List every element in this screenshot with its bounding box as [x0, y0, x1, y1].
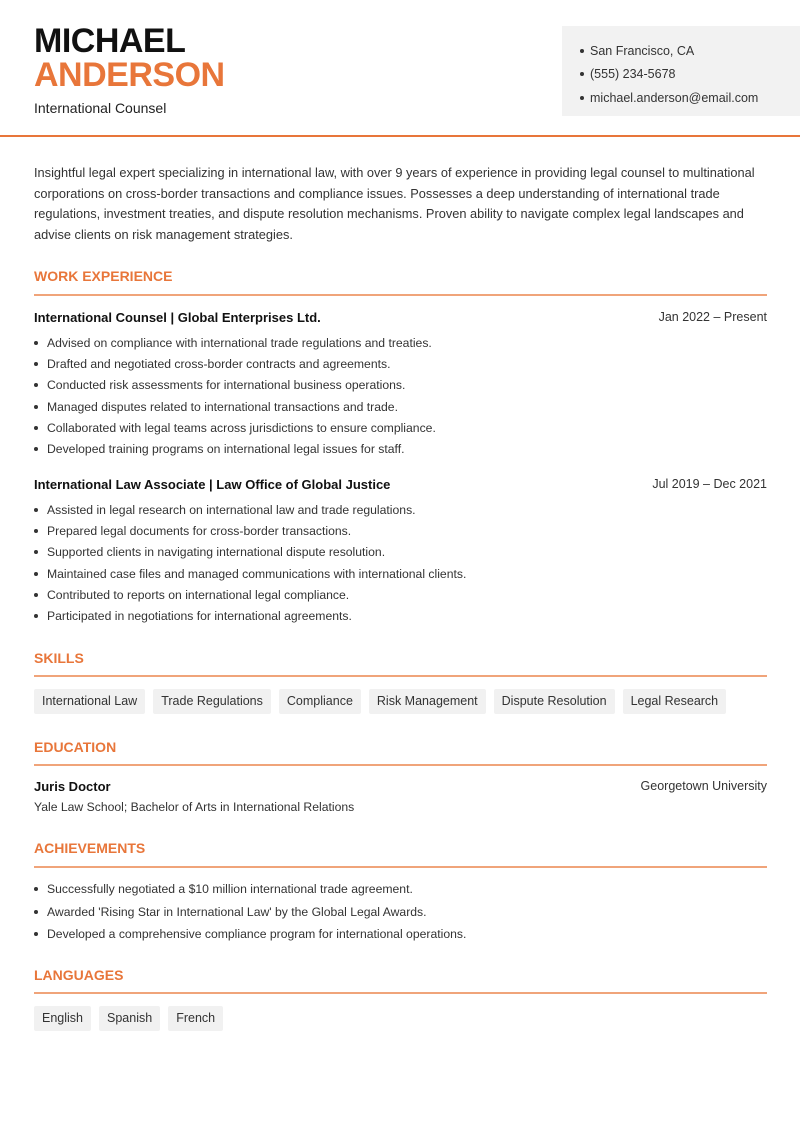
bullet-icon	[34, 593, 38, 597]
skill-chip: Risk Management	[369, 689, 486, 714]
bullet-icon	[34, 529, 38, 533]
skill-chip: International Law	[34, 689, 145, 714]
bullet-icon	[34, 447, 38, 451]
education-heading: EDUCATION	[34, 739, 117, 755]
list-item: Supported clients in navigating international dispute resolution.	[34, 542, 466, 563]
bullet-icon	[580, 72, 584, 76]
list-item: Awarded 'Rising Star in International Law' by the Global Legal Awards.	[34, 901, 466, 924]
work-experience-heading: WORK EXPERIENCE	[34, 268, 173, 284]
languages-heading: LANGUAGES	[34, 967, 124, 983]
first-name: MICHAEL	[34, 22, 186, 60]
bullet-icon	[34, 572, 38, 576]
bullet-icon	[34, 887, 38, 891]
candidate-name	[34, 24, 225, 92]
contact-email[interactable]	[580, 86, 800, 110]
list-item: Drafted and negotiated cross-border contracts and agreements.	[34, 353, 436, 374]
bullet-icon	[34, 614, 38, 618]
bullet-icon	[34, 508, 38, 512]
job-dates-2: Jul 2019 – Dec 2021	[652, 477, 767, 491]
list-item: Conducted risk assessments for international business operations.	[34, 375, 436, 396]
bullet-icon	[34, 383, 38, 387]
list-item: Participated in negotiations for international agreements.	[34, 605, 466, 626]
list-item: Collaborated with legal teams across jurisdictions to ensure compliance.	[34, 417, 436, 438]
list-item: Prepared legal documents for cross-border transactions.	[34, 520, 466, 541]
bullet-icon	[34, 550, 38, 554]
skill-chip: Legal Research	[623, 689, 727, 714]
list-item: Maintained case files and managed communications with international clients.	[34, 563, 466, 584]
education-detail: Yale Law School; Bachelor of Arts in International Relations	[34, 800, 355, 814]
contact-box	[562, 26, 800, 116]
bullet-icon	[580, 96, 584, 100]
language-chip: English	[34, 1006, 91, 1031]
contact-phone-text[interactable]: (555) 234-5678	[590, 67, 676, 82]
language-chip: Spanish	[99, 1006, 160, 1031]
bullet-icon	[34, 341, 38, 345]
bullet-icon	[34, 910, 38, 914]
list-item: Developed a comprehensive compliance program for international operations.	[34, 923, 466, 946]
language-chip: French	[168, 1006, 223, 1031]
job-title-2: International Law Associate | Law Office of Global Justice	[34, 477, 391, 492]
section-divider	[34, 866, 767, 868]
education-school: Georgetown University	[640, 779, 767, 793]
section-divider	[34, 294, 767, 296]
bullet-icon	[580, 49, 584, 53]
bullet-icon	[34, 405, 38, 409]
skills-list	[34, 689, 726, 714]
job-dates-1: Jan 2022 – Present	[658, 310, 767, 324]
skill-chip: Dispute Resolution	[494, 689, 615, 714]
list-item: Assisted in legal research on international law and trade regulations.	[34, 499, 466, 520]
list-item: Advised on compliance with international trade regulations and treaties.	[34, 332, 436, 353]
job-title-1: International Counsel | Global Enterprises Ltd.	[34, 310, 321, 325]
contact-phone[interactable]	[580, 63, 800, 87]
skill-chip: Compliance	[279, 689, 361, 714]
list-item: Managed disputes related to international transactions and trade.	[34, 396, 436, 417]
list-item: Developed training programs on international legal issues for staff.	[34, 438, 436, 459]
section-divider	[34, 764, 767, 766]
last-name: ANDERSON	[34, 56, 225, 94]
skill-chip: Trade Regulations	[153, 689, 271, 714]
bullet-icon	[34, 362, 38, 366]
professional-summary: Insightful legal expert specializing in international law, with over 9 years of experience in providing legal counsel to multinational corporations on cross-border transactions and compliance issues. Possesses a deep understanding of international trade regulations, investment treaties, and dispute resolution mechanisms. Proven ability to navigate complex legal landscapes and advise clients on risk management strategies.	[34, 165, 755, 243]
job-bullets-1	[34, 332, 436, 460]
bullet-icon	[34, 932, 38, 936]
list-item: Contributed to reports on international legal compliance.	[34, 584, 466, 605]
bullet-icon	[34, 426, 38, 430]
job-role: International Counsel	[34, 100, 167, 116]
achievements-heading: ACHIEVEMENTS	[34, 840, 146, 856]
section-divider	[34, 992, 767, 994]
languages-list	[34, 1006, 223, 1031]
list-item: Successfully negotiated a $10 million international trade agreement.	[34, 878, 466, 901]
contact-email-text[interactable]: michael.anderson@email.com	[590, 90, 759, 105]
section-divider	[34, 675, 767, 677]
contact-location-text: San Francisco, CA	[590, 43, 695, 58]
job-bullets-2	[34, 499, 466, 627]
contact-location	[580, 39, 800, 63]
education-degree: Juris Doctor	[34, 779, 111, 794]
skills-heading: SKILLS	[34, 650, 84, 666]
achievements-list	[34, 878, 466, 946]
resume-header	[0, 0, 800, 137]
